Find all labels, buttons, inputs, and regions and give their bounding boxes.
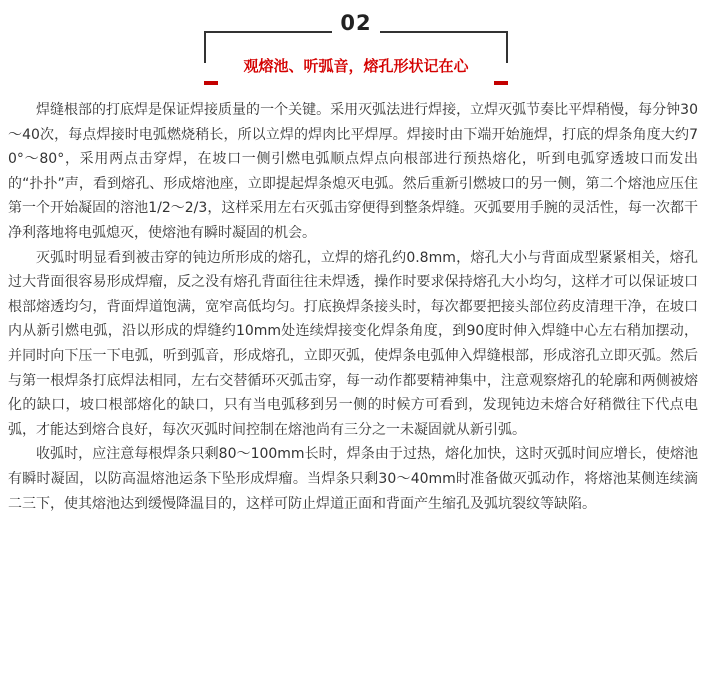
bracket-bottom-right-accent xyxy=(494,81,508,85)
bracket-bottom-left-accent xyxy=(204,81,218,85)
bracket-top-left-line xyxy=(204,31,332,33)
paragraph-root-pass: 焊缝根部的打底焊是保证焊接质量的一个关键。采用灭弧法进行焊接，立焊灭弧节奏比平焊稍慢，每分钟30～40次，每点焊接时电弧燃烧稍长，所以立焊的焊肉比平焊厚。焊接时由下端开始施焊，打底的焊条角度大约70°～80°，采用两点击穿焊，在坡口一侧引燃电弧顺点焊点向根部进行预热熔化，听到电弧穿透坡口而发出的“扑扑”声，看到熔孔、形成熔池座，立即提起焊条熄灭电弧。然后重新引燃坡口的另一侧，第二个熔池应压住第一个开始凝固的溶池1/2～2/3，这样采用左右灭弧击穿便得到整条焊缝。灭弧要用手腕的灵活性，每一次都干净利落地将电弧熄灭，使熔池有瞬时凝固的机会。 xyxy=(8,102,698,241)
paragraph-arc-breaking: 灭弧时明显看到被击穿的钝边所形成的熔孔，立焊的熔孔约0.8mm，熔孔大小与背面成型紧紧相关，熔孔过大背面很容易形成焊瘤，反之没有熔孔背面往往未焊透，操作时要求保持熔孔大小均匀，这样才可以保证坡口根部熔透均匀，背面焊道饱满，宽窄高低均匀。打底换焊条接头时，每次都要把接头部位药皮清理干净，在坡口内从新引燃电弧，沿以形成的焊缝约10mm处连续焊接变化焊条角度，到90度时伸入焊缝中心左右稍加摆动，并同时向下压一下电弧，听到弧音，形成熔孔，立即灭弧，使焊条电弧伸入焊缝根部，形成溶孔立即灭弧。然后与第一根焊条打底焊法相同，左右交替循环灭弧击穿，每一动作都要精神集中，注意观察熔孔的轮廓和两侧被熔化的缺口，坡口根部熔化的缺口，只有当电弧移到另一侧的时候方可看到，发现钝边未熔合好稍微往下代点电弧，才能达到熔合良好，每次灭弧时间控制在熔池尚有三分之一未凝固就从新引弧。 xyxy=(8,249,698,438)
paragraph-arc-ending: 收弧时，应注意每根焊条只剩80～100mm长时，焊条由于过热，熔化加快，这时灭弧时间应增长，使熔池有瞬时凝固，以防高温熔池运条下坠形成焊瘤。当焊条只剩30～40mm时准备做灭弧动作，将熔池某侧连续滴二三下，使其熔池达到缓慢降温目的，这样可防止焊道正面和背面产生缩孔及弧坑裂纹等缺陷。 xyxy=(8,446,698,512)
title-bracket-frame xyxy=(204,31,508,85)
section-number: 02 xyxy=(340,11,372,35)
section-header xyxy=(0,0,712,96)
section-title: 观熔池、听弧音，熔孔形状记在心 xyxy=(243,57,469,75)
article-body xyxy=(8,98,698,516)
bracket-top-right-line xyxy=(380,31,508,33)
